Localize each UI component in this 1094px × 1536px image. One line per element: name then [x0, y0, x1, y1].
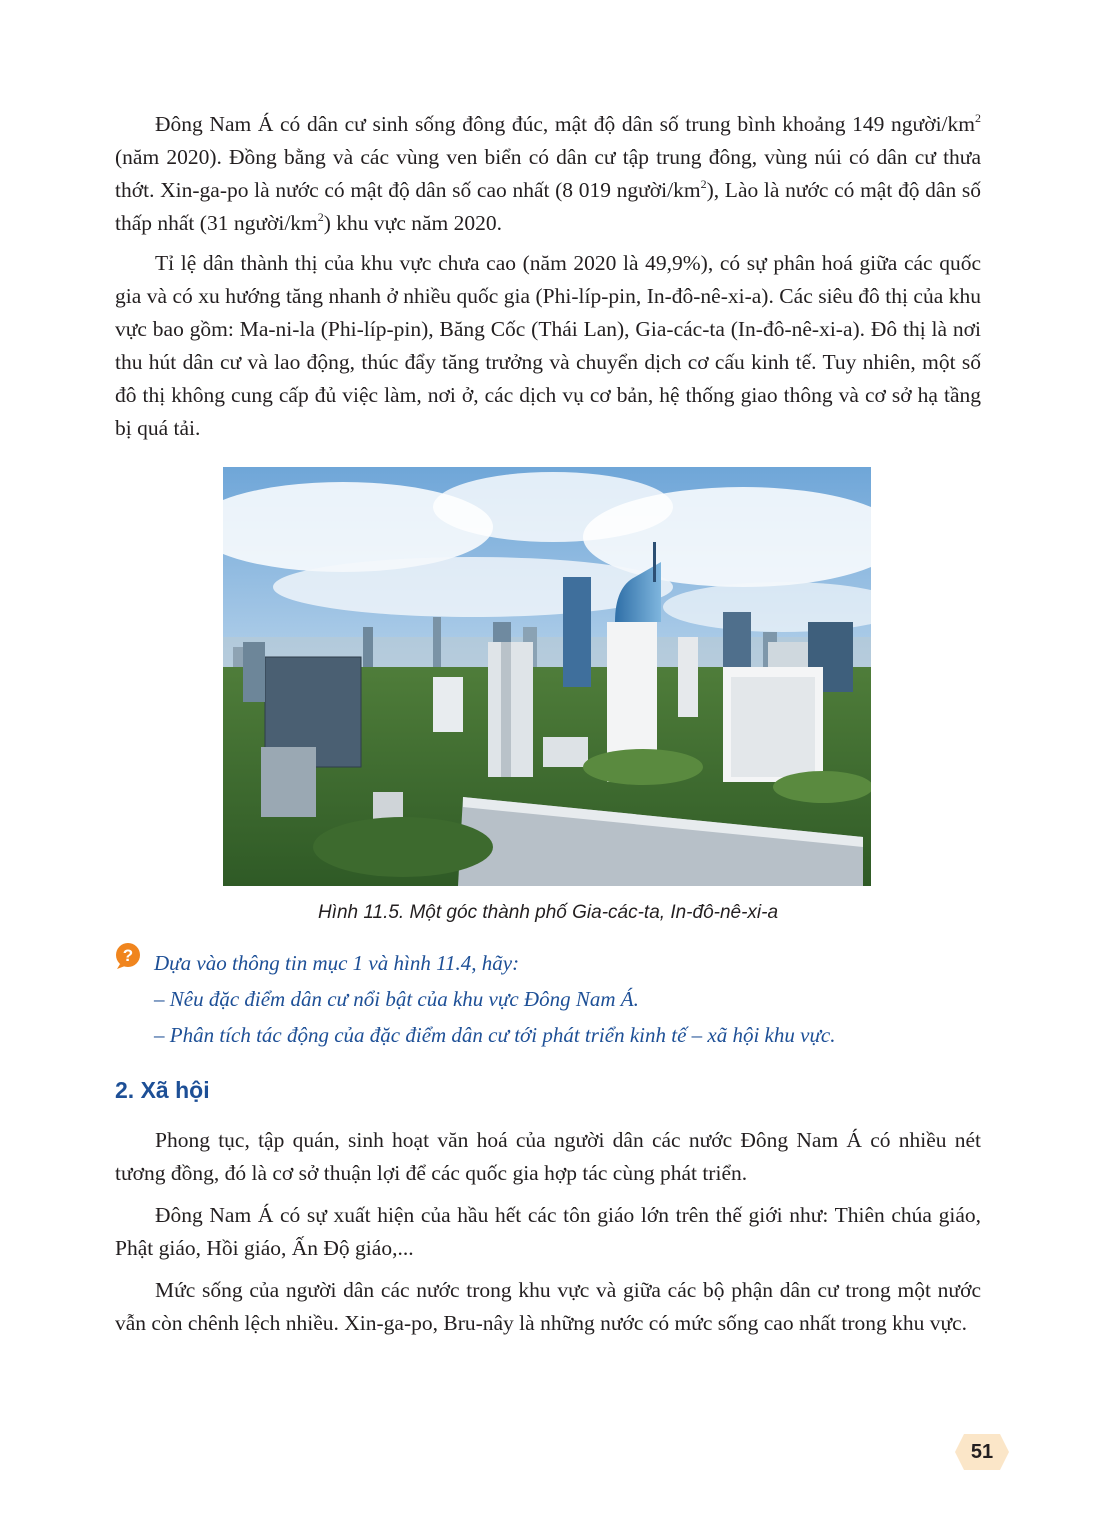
page-number: 51	[970, 1441, 994, 1463]
text-run: ) khu vực năm 2020.	[323, 211, 503, 235]
question-prompt: Dựa vào thông tin mục 1 và hình 11.4, hãy:	[154, 951, 520, 975]
svg-text:?: ?	[122, 946, 134, 965]
text-run: Đông Nam Á có dân cư sinh sống đông đúc, mật độ dân số trung bình khoảng 149 người/km	[155, 112, 975, 136]
paragraph-religions: Đông Nam Á có sự xuất hiện của hầu hết các tôn giáo lớn trên thế giới như: Thiên chúa giáo, Phật giáo, Hồi giáo, Ấn Độ giáo,...	[115, 1203, 981, 1260]
figure-caption: Hình 11.5. Một góc thành phố Gia-các-ta, In-đô-nê-xi-a	[317, 902, 779, 923]
question-icon	[114, 942, 142, 970]
section-heading: 2. Xã hội	[115, 1077, 210, 1103]
paragraph-urbanization: Tỉ lệ dân thành thị của khu vực chưa cao (năm 2020 là 49,9%), có sự phân hoá giữa các quốc gia và có xu hướng tăng nhanh ở nhiều quốc gia (Phi-líp-pin, In-đô-nê-xi-a). Các siêu đô thị của khu vực bao gồm: Ma-ni-la (Phi-líp-pin), Băng Cốc (Thái Lan), Gia-các-ta (In-đô-nê-xi-a). Đô thị là nơi thu hút dân cư và lao động, thúc đẩy tăng trưởng và chuyển dịch cơ cấu kinh tế. Tuy nhiên, một số đô thị không cung cấp đủ việc làm, nơi ở, các dịch vụ cơ bản, hệ thống giao thông và cơ sở hạ tầng bị quá tải.	[115, 251, 981, 440]
paragraph-population-density	[115, 108, 981, 240]
text-run: ), Lào là nước có mật độ dân số thấp nhất (31 người/km	[115, 178, 981, 235]
jakarta-skyline-illustration	[223, 467, 871, 886]
question-item: – Phân tích tác động của đặc điểm dân cư tới phát triển kinh tế – xã hội khu vực.	[154, 1023, 836, 1047]
city-photo	[223, 467, 871, 886]
paragraph-customs: Phong tục, tập quán, sinh hoạt văn hoá của người dân các nước Đông Nam Á có nhiều nét tương đồng, đó là cơ sở thuận lợi để các quốc gia hợp tác cùng phát triển.	[115, 1128, 981, 1185]
superscript: 2	[317, 210, 324, 224]
paragraph-living-standards: Mức sống của người dân các nước trong khu vực và giữa các bộ phận dân cư trong một nước vẫn còn chênh lệch nhiều. Xin-ga-po, Bru-nây là những nước có mức sống cao nhất trong khu vực.	[115, 1278, 981, 1335]
superscript: 2	[975, 111, 981, 125]
text-run: (năm 2020). Đồng bằng và các vùng ven biển có dân cư tập trung đông, vùng núi có dân cư thưa thớt. Xin-ga-po là nước có mật độ dân số cao nhất (8 019 người/km	[115, 145, 981, 202]
superscript: 2	[700, 177, 707, 191]
question-item: – Nêu đặc điểm dân cư nổi bật của khu vực Đông Nam Á.	[154, 987, 639, 1011]
